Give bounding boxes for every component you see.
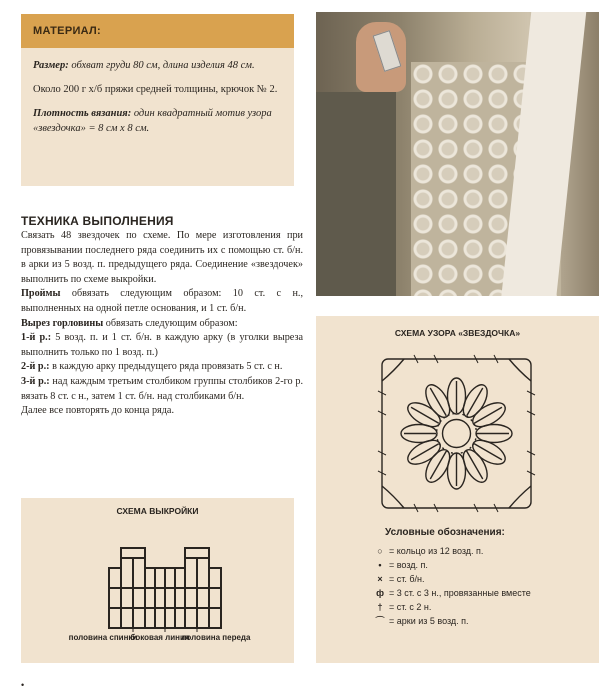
model-photo	[316, 12, 599, 296]
materials-body	[21, 48, 294, 136]
materials-header: МАТЕРИАЛ:	[21, 14, 294, 48]
gauge-paragraph	[33, 106, 282, 136]
ring-icon: ○	[377, 546, 383, 556]
motif-caption: СХЕМА УЗОРА «ЗВЕЗДОЧКА»	[394, 328, 521, 338]
double-treble-icon: †	[377, 602, 383, 612]
legend-text: = арки из 5 возд. п.	[389, 616, 469, 626]
legend-row	[371, 558, 586, 572]
arch-icon: ⌒	[375, 616, 385, 626]
legend-row	[371, 572, 586, 586]
row3-paragraph	[21, 375, 303, 404]
pattern-label-side: боковая линия	[130, 633, 190, 642]
row3-label: 3-й р.:	[21, 375, 50, 387]
size-text: обхват груди 80 см, длина изделия 48 см.	[71, 60, 255, 71]
pattern-caption: СХЕМА ВЫКРОЙКИ	[116, 506, 199, 516]
size-paragraph	[33, 58, 282, 73]
materials-box	[21, 14, 294, 186]
chain-stitch-icon: •	[378, 560, 382, 570]
legend-text: = кольцо из 12 возд. п.	[389, 546, 484, 556]
yarn-text: Около 200 г х/б пряжи средней толщины, крючок № 2.	[33, 84, 278, 95]
neckline-text: обвязать следующим образом:	[103, 317, 238, 329]
jacket-shape	[316, 92, 396, 296]
legend-title: Условные обозначения:	[385, 527, 505, 538]
row1-text: 5 возд. п. и 1 ст. б/н. в каждую арку (в уголки выреза выполнить только по 1 возд. п.)	[21, 332, 303, 358]
pattern-box	[21, 498, 294, 663]
technique-outro: Далее все повторять до конца ряда.	[21, 405, 174, 417]
armholes-label: Проймы	[21, 288, 61, 300]
pattern-label-back: половина спинки	[68, 633, 138, 642]
pattern-label-front: половина переда	[181, 633, 251, 642]
size-label: Размер:	[33, 60, 69, 71]
technique-title: ТЕХНИКА ВЫПОЛНЕНИЯ	[21, 214, 174, 228]
gauge-text: один квадратный мотив узора «звездочка» = 8 см х 8 см.	[33, 108, 272, 134]
row2-text: в каждую арку предыдущего ряда провязать 5 ст. с н.	[49, 361, 283, 373]
motif-box	[316, 316, 599, 663]
technique-intro: Связать 48 звездочек по схеме. По мере изготовления при провязывании последнего ряда соединить их с помощью ст. б/н. в арки из 5 возд. п. предыдущего ряда. Соединение «звездочек» выполнить по схеме выкройки.	[21, 230, 303, 285]
neckline-paragraph	[21, 317, 303, 332]
motif-legend	[371, 526, 586, 628]
legend-row	[371, 544, 586, 558]
row1-paragraph	[21, 331, 303, 360]
row3-text: над каждым третьим столбиком группы столбиков 2-го р. вязать 8 ст. с н., затем 1 ст. б/н. над столбиками б/н.	[21, 375, 303, 402]
legend-text: = ст. б/н.	[389, 574, 425, 584]
star-motif-diagram	[374, 351, 539, 516]
technique-section	[21, 213, 303, 419]
pattern-grid-diagram	[81, 528, 251, 633]
row2-label: 2-й р.:	[21, 361, 50, 373]
page-marker: •	[21, 680, 25, 690]
row1-label: 1-й р.:	[21, 332, 52, 344]
legend-row	[371, 614, 586, 628]
legend-row	[371, 586, 586, 600]
cluster-stitch-icon: ф	[376, 588, 384, 598]
gauge-label: Плотность вязания:	[33, 108, 132, 119]
legend-text: = возд. п.	[389, 560, 428, 570]
legend-text: = ст. с 2 н.	[389, 602, 432, 612]
single-crochet-icon: ×	[377, 574, 383, 584]
armholes-text: обвязать следующим образом: 10 ст. с н., выполненных на одной петле основания, и 1 ст. б/н.	[21, 288, 303, 314]
neckline-label: Вырез горловины	[21, 317, 104, 329]
legend-row	[371, 600, 586, 614]
armholes-paragraph	[21, 287, 303, 316]
legend-text: = 3 ст. с 3 н., провязанные вместе	[389, 588, 531, 598]
row2-paragraph	[21, 360, 303, 375]
